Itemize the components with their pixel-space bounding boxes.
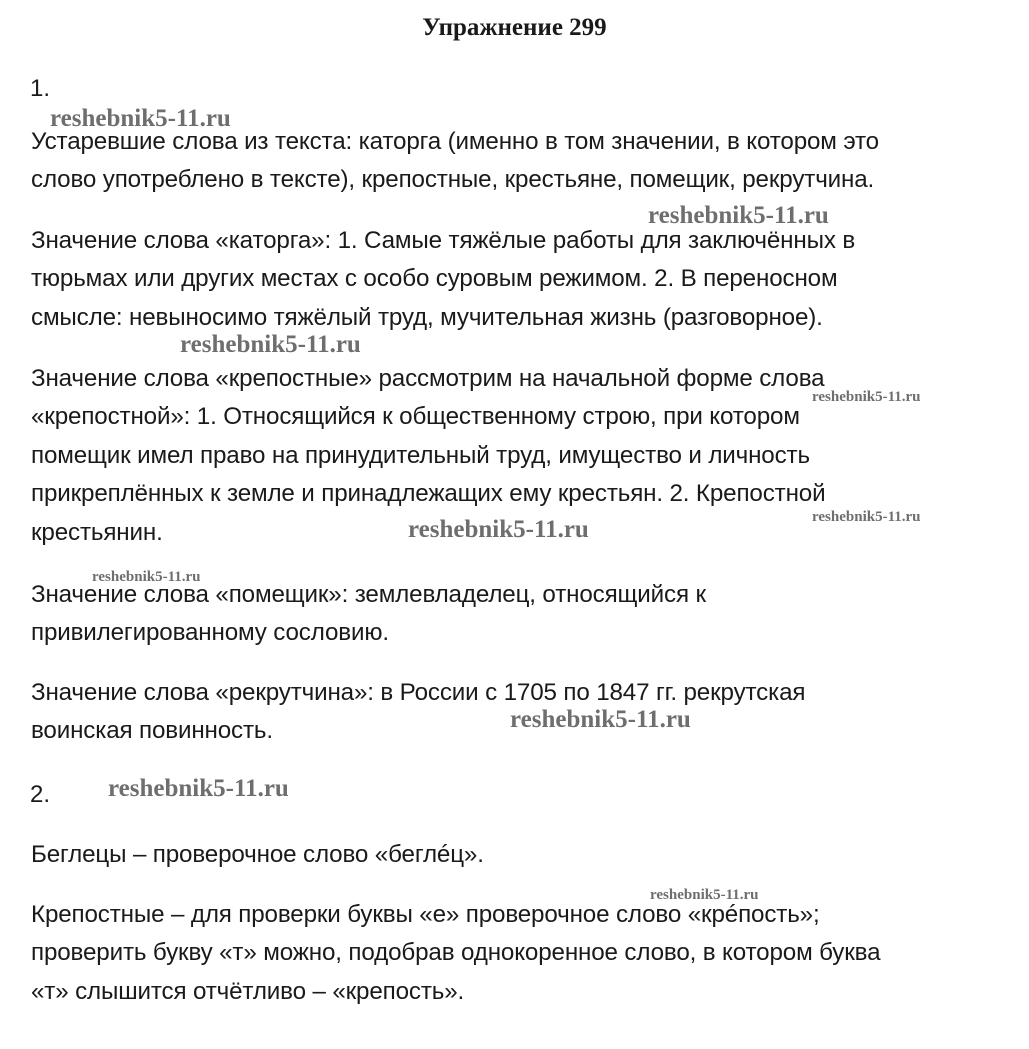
paragraph-beglecy <box>31 836 1006 874</box>
page-title: Упражнение 299 <box>422 14 607 41</box>
text-line: «т» слышится отчётливо – «крепость». <box>31 977 465 1005</box>
paragraph-katorga <box>31 222 1006 337</box>
section-number-2: 2. <box>30 781 51 808</box>
watermark: reshebnik5-11.ru <box>812 389 921 405</box>
text-line: привилегированному сословию. <box>31 619 389 647</box>
paragraph-pomeshchik <box>31 576 1006 653</box>
text-line: тюрьмах или других местах с особо суровым режимом. 2. В переносном <box>31 265 838 293</box>
watermark: reshebnik5-11.ru <box>50 105 231 132</box>
text-line: помещик имел право на принудительный труд, имущество и личность <box>31 441 810 469</box>
text-line: Значение слова «крепостные» рассмотрим на начальной форме слова <box>31 365 825 392</box>
paragraph-krepostnye-check <box>31 896 1006 1011</box>
watermark: reshebnik5-11.ru <box>812 509 921 525</box>
watermark: reshebnik5-11.ru <box>650 887 759 903</box>
text-line: Устаревшие слова из текста: каторга (именно в том значении, в котором это <box>31 128 879 155</box>
text-line: Значение слова «рекрутчина»: в России с 1705 по 1847 гг. рекрутская <box>31 679 806 706</box>
watermark: reshebnik5-11.ru <box>408 516 589 543</box>
text-line: прикреплённых к земле и принадлежащих ему крестьян. 2. Крепостной <box>31 480 826 508</box>
section-number-1: 1. <box>30 75 51 102</box>
watermark: reshebnik5-11.ru <box>180 331 361 358</box>
text-line: воинская повинность. <box>31 717 273 745</box>
text-line: Крепостные – для проверки буквы «е» проверочное слово «крéпость»; <box>31 901 820 928</box>
watermark: reshebnik5-11.ru <box>510 706 691 733</box>
text-line: крестьянин. <box>31 518 163 546</box>
watermark: reshebnik5-11.ru <box>92 569 201 585</box>
text-line: проверить букву «т» можно, подобрав однокоренное слово, в котором буква <box>31 939 881 967</box>
watermark: reshebnik5-11.ru <box>108 775 289 802</box>
text-line: Значение слова «каторга»: 1. Самые тяжёлые работы для заключённых в <box>31 227 856 254</box>
text-line: Беглецы – проверочное слово «беглéц». <box>31 841 484 868</box>
text-line: Значение слова «помещик»: землевладелец, относящийся к <box>31 581 706 608</box>
text-line: «крепостной»: 1. Относящийся к общественному строю, при котором <box>31 403 800 431</box>
watermark: reshebnik5-11.ru <box>648 202 829 229</box>
paragraph-archaic-words <box>31 123 1006 200</box>
text-line: смысле: невыносимо тяжёлый труд, мучительная жизнь (разговорное). <box>31 303 823 331</box>
text-line: слово употреблено в тексте), крепостные, крестьяне, помещик, рекрутчина. <box>31 166 875 194</box>
